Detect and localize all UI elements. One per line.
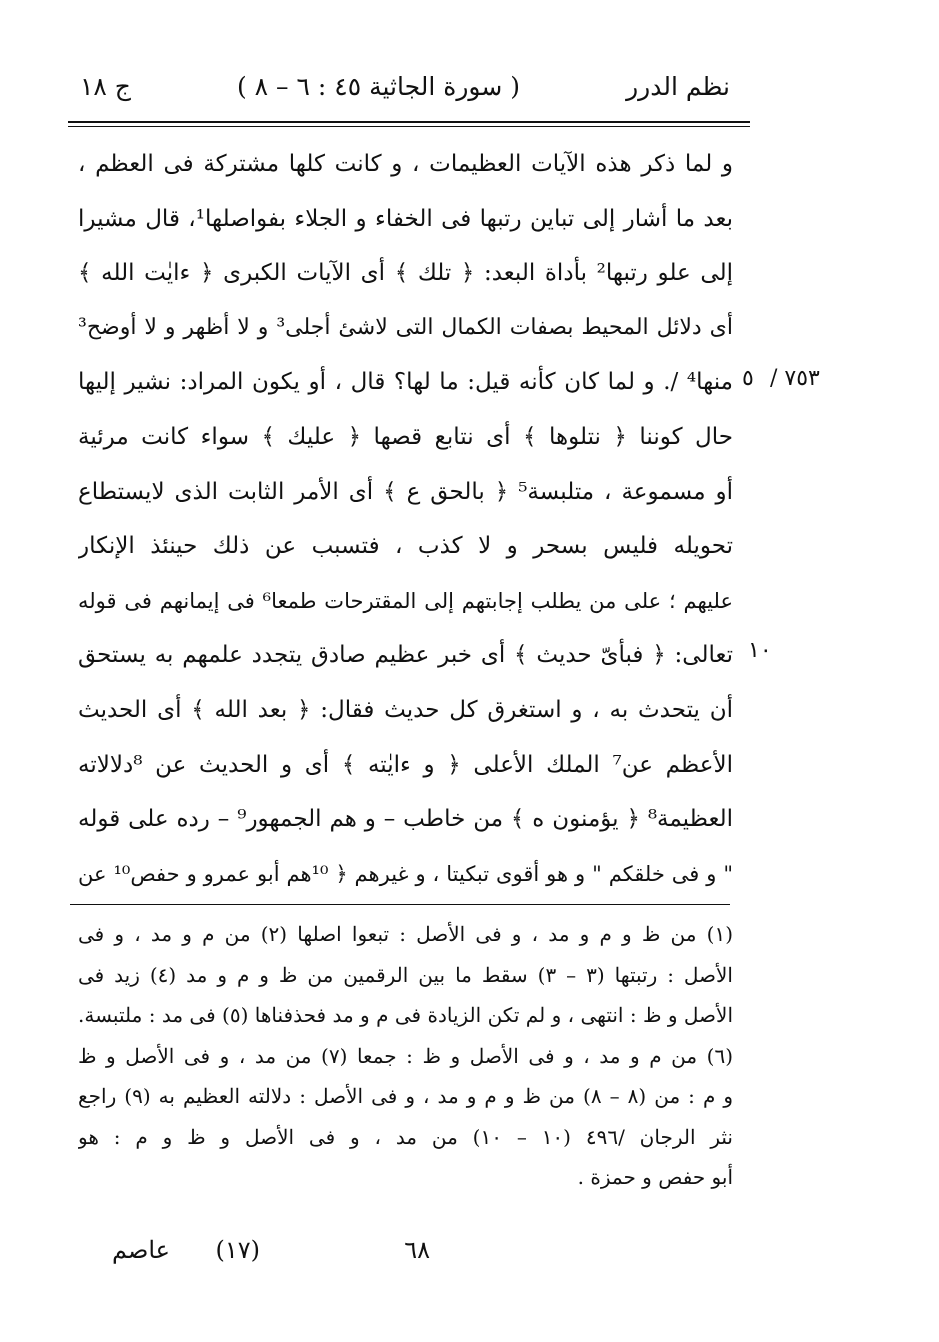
text-line: منها⁴ /. و لما كان كأنه قيل: ما لها؟ قال ، أو يكون المراد: نشير إليها bbox=[78, 369, 733, 396]
footnote-line: الأصل : رتبتها (٣ – ٣) سقط ما بين الرقمين من ظ و م و مد (٤) زيد فى bbox=[78, 962, 733, 987]
surah-reference: ( سورة الجاثية ٤٥ : ٦ – ٨ ) bbox=[236, 72, 520, 101]
main-text bbox=[78, 137, 733, 901]
book-title: نظم الدرر bbox=[626, 72, 730, 101]
text-line: تحويله فليس بسحر و لا كذب ، فتسبب عن ذلك حينئذ الإنكار bbox=[78, 533, 733, 560]
text-line: الأعظم عن⁷ الملك الأعلى ﴿ و ءايٰته ﴾ أى و الحديث عن ⁸دلالاته bbox=[78, 751, 733, 778]
text-line: " و فى خلقكم " و هو أقوى تبكيتا ، و غيرهم ﴿ ¹⁰هم أبو عمرو و حفص¹⁰ عن bbox=[78, 861, 733, 886]
text-line: حال كوننا ﴿ نتلوها ﴾ أى نتابع قصها ﴿ عليك ﴾ سواء كانت مرئية bbox=[78, 423, 733, 450]
footnote-line: (٦) من م و مد ، و فى الأصل و ظ : جمعا (٧) من مد ، و فى الأصل و ظ bbox=[78, 1043, 733, 1068]
volume-number: ج ١٨ bbox=[80, 72, 131, 101]
page-footer bbox=[70, 1236, 730, 1276]
text-line: العظيمة⁸ ﴿ يؤمنون ه ﴾ من خاطب – و هم الجمهور⁹ – رده على قوله bbox=[78, 806, 733, 833]
footnote-line: نثر الرجان /٤٩٦ (١٠ – ١٠) من مد ، و فى الأصل و ظ و م : هو bbox=[78, 1124, 733, 1149]
page-header bbox=[70, 72, 730, 112]
margin-page-ref-number: ٧٥٣ bbox=[784, 366, 820, 391]
text-line: عليهم ؛ على من يطلب إجابتهم إلى المقترحات طمعا⁶ فى إيمانهم فى قوله bbox=[78, 588, 733, 613]
header-rule-thin bbox=[68, 126, 750, 127]
footnote-line: أبو حفص و حمزة . bbox=[577, 1165, 733, 1189]
margin-page-reference bbox=[770, 366, 820, 391]
footnote-line: الأصل و ظ : انتهى ، و لم تكن الزيادة فى م و مد فحذفناها (٥) فى مد : ملتبسة. bbox=[78, 1003, 733, 1027]
text-line: أو مسموعة ، متلبسة⁵ ﴿ بالحق ع ﴾ أى الأمر الثابت الذى لايستطاع bbox=[78, 478, 733, 505]
text-line: تعالى: ﴿ فبأىّ حديث ﴾ أى خبر عظيم صادق يتجدد علمهم به يستحق bbox=[78, 642, 733, 669]
footnote-rule bbox=[70, 904, 730, 905]
text-line: بعد ما أشار إلى تباين رتبها فى الخفاء و الجلاء بفواصلها¹، قال مشيرا bbox=[78, 205, 733, 232]
text-line: أى دلائل المحيط بصفات الكمال التى لاشئ أجلى³ و لا أظهر و لا أوضح³ bbox=[78, 314, 733, 340]
page-number: ٦٨ bbox=[404, 1236, 430, 1264]
catchword: عاصم bbox=[112, 1236, 170, 1264]
header-rule bbox=[68, 121, 750, 123]
text-line: إلى علو رتبها² بأداة البعد: ﴿ تلك ﴾ أى الآيات الكبرى ﴿ ءايٰت الله ﴾ bbox=[78, 260, 733, 287]
text-line: أن يتحدث به ، و استغرق كل حديث فقال: ﴿ بعد الله ﴾ أى الحديث bbox=[78, 696, 733, 723]
footnote-line: (١) من ظ و م و مد ، و فى الأصل : تبعوا اصلها (٢) من م و مد ، و فى bbox=[78, 922, 733, 946]
footnotes bbox=[78, 914, 733, 1198]
margin-line-number-5: ٥ bbox=[742, 366, 754, 391]
text-line: و لما ذكر هذه الآيات العظيمات ، و كانت كلها مشتركة فى العظم ، bbox=[78, 151, 733, 177]
margin-line-number-10: ١٠ bbox=[748, 638, 772, 663]
signature-mark: (١٧) bbox=[215, 1236, 260, 1264]
margin-separator: / bbox=[770, 366, 778, 391]
footnote-line: و م : من (٨ – ٨) من ظ و م و مد ، و فى الأصل : دلالته العظيم به (٩) راجع bbox=[78, 1084, 733, 1108]
